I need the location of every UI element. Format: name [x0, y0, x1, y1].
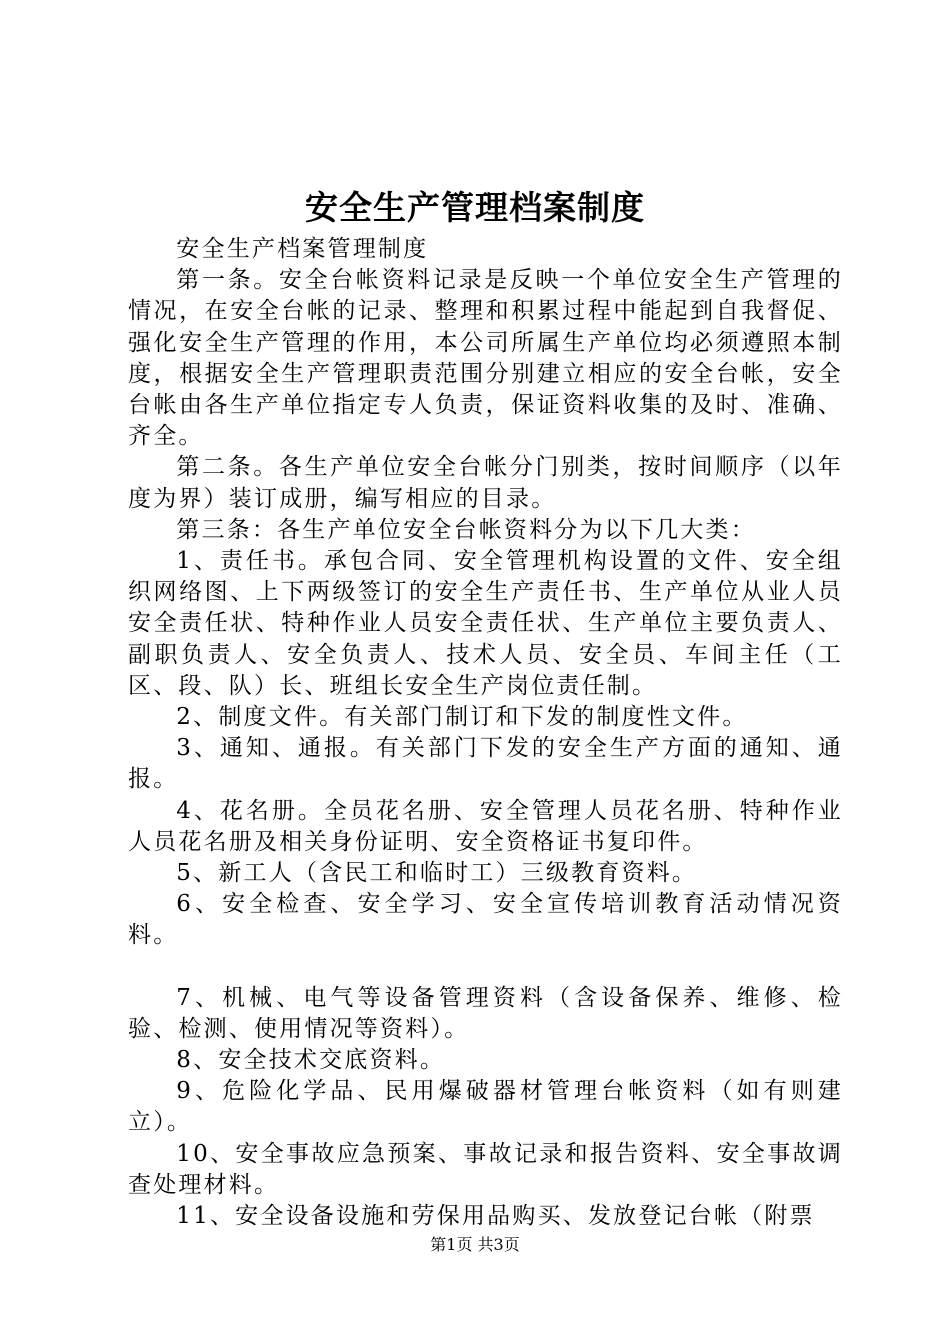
- list-item-2: 2、制度文件。有关部门制订和下发的制度性文件。: [176, 704, 748, 731]
- list-item-10: 10、安全事故应急预案、事故记录和报告资料、安全事故调查处理材料。: [128, 1140, 843, 1198]
- list-item-7: 7、机械、电气等设备管理资料（含设备保养、维修、检验、检测、使用情况等资料）。: [128, 984, 843, 1042]
- paragraph-article-1: 第一条。安全台帐资料记录是反映一个单位安全生产管理的情况，在安全台帐的记录、整理和积累过程中能起到自我督促、强化安全生产管理的作用，本公司所属生产单位均必须遵照本制度，根据安全生产管理职责范围分别建立相应的安全台帐，安全台帐由各生产单位指定专人负责，保证资料收集的及时、准确、齐全。: [128, 267, 843, 450]
- blank-line: [128, 952, 843, 983]
- list-item-9: 9、危险化学品、民用爆破器材管理台帐资料（如有则建立）。: [128, 1078, 843, 1136]
- list-item-1: 1、责任书。承包合同、安全管理机构设置的文件、安全组织网络图、上下两级签订的安全生产责任书、生产单位从业人员安全责任状、特种作业人员安全责任状、生产单位主要负责人、副职负责人、安全负责人、技术人员、安全员、车间主任（工区、段、队）长、班组长安全生产岗位责任制。: [128, 548, 843, 699]
- document-body: [128, 234, 843, 1232]
- paragraph-subtitle: 安全生产档案管理制度: [176, 236, 429, 262]
- paragraph-article-2: 第二条。各生产单位安全台帐分门别类，按时间顺序（以年度为界）装订成册，编写相应的目录。: [128, 454, 843, 512]
- list-item-8: 8、安全技术交底资料。: [176, 1047, 446, 1074]
- list-item-5: 5、新工人（含民工和临时工）三级教育资料。: [176, 860, 698, 887]
- page-number-footer: 第1页 共3页: [430, 1235, 520, 1254]
- document-title: 安全生产管理档案制度: [305, 188, 645, 227]
- paragraph-article-3: 第三条：各生产单位安全台帐资料分为以下几大类：: [176, 516, 756, 543]
- list-item-11: 11、安全设备设施和劳保用品购买、发放登记台帐（附票: [176, 1203, 815, 1230]
- list-item-4: 4、花名册。全员花名册、安全管理人员花名册、特种作业人员花名册及相关身份证明、安全资格证书复印件。: [128, 797, 843, 855]
- list-item-3: 3、通知、通报。有关部门下发的安全生产方面的通知、通报。: [128, 735, 843, 793]
- list-item-6: 6、安全检查、安全学习、安全宣传培训教育活动情况资料。: [128, 891, 843, 949]
